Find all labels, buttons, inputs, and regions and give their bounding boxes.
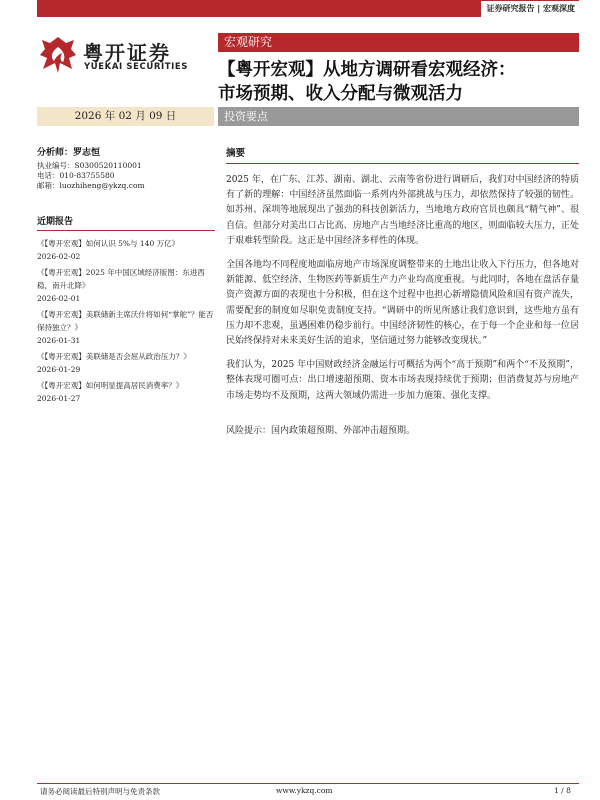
recent-report-item[interactable] (37, 237, 215, 263)
footer-divider (37, 783, 579, 784)
sidebar (37, 145, 215, 408)
recent-report-date: 2026-01-27 (37, 394, 81, 403)
recent-report-date: 2026-02-02 (37, 252, 81, 261)
recent-report-item[interactable] (37, 308, 215, 347)
recent-report-date: 2026-01-31 (37, 336, 81, 345)
recent-report-item[interactable] (37, 379, 215, 405)
header-bar (37, 0, 579, 17)
risk-warning: 风险提示：国内政策超预期、外部冲击超预期。 (226, 425, 416, 436)
section-tag: 宏观研究 (218, 33, 579, 52)
footer-website[interactable]: www.ykzq.com (276, 786, 333, 795)
recent-report-title: 《【粤开宏观】如何认识 5%与 140 万亿》 (37, 239, 180, 248)
analyst-phone: 电话：010-83755580 (37, 171, 115, 180)
recent-report-date: 2026-02-01 (37, 294, 81, 303)
recent-report-title: 《【粤开宏观】美联储是否会屈从政治压力？》 (37, 352, 191, 361)
report-type-label: 证券研究报告 | 宏观深度 (481, 1, 580, 17)
analyst-email[interactable]: 邮箱：luozhiheng@ykzq.com (37, 181, 145, 190)
recent-report-title: 《【粤开宏观】美联储新主席沃什将如何“掌舵”？能否保持独立？》 (37, 310, 214, 332)
recent-report-date: 2026-01-29 (37, 365, 81, 374)
title-line-1: 【粤开宏观】从地方调研看宏观经济： (218, 60, 516, 80)
abstract-paragraph: 全国各地均不同程度地面临房地产市场深度调整带来的土地出让收入下行压力，但各地对新能源、低空经济、生物医药等新质生产力产业均高度重视。与此同时，各地在盘活存量资产资源方面的表现也十分积极，但在这个过程中也担心新增隐债风险和国有资产流失，需要配套的制度如尽职免责制度支持。“调研中的所见所感让我们意识到，这些地方虽有压力却不悲观，虽遇困难仍稳步前行。中国经济韧性的核心，在于每一个企业和每一位居民始终保持对未来美好生活的追求，坚信通过努力能够改变现状。” (226, 260, 579, 347)
report-title (218, 58, 580, 106)
recent-report-title: 《【粤开宏观】2025 年中国区域经济版图：东进西稳，南升北降》 (37, 268, 205, 290)
page-number: 1 / 8 (554, 786, 571, 795)
abstract-heading: 摘要 (226, 145, 579, 164)
abstract-paragraph: 我们认为，2025 年中国财政经济金融运行可概括为两个“高于预期”和两个“不及预期”，整体表现可圈可点：出口增速超预期、资本市场表现持续优于预期；但消费复苏与房地产市场走势均不及预期，这两大领域仍需进一步加力施策、强化支撑。 (226, 360, 579, 401)
recent-report-item[interactable] (37, 350, 215, 376)
main-content (226, 145, 579, 439)
recent-report-item[interactable] (37, 266, 215, 305)
company-logo (38, 35, 208, 75)
logo-name-en: YUEKAI SECURITIES (84, 62, 189, 72)
invest-points-bar: 投资要点 (218, 107, 579, 126)
analyst-name: 分析师：罗志恒 (37, 148, 101, 158)
footer-disclaimer: 请务必阅读最后特别声明与免责条款 (40, 787, 160, 796)
recent-report-title: 《【粤开宏观】如何明显提高居民消费率？》 (37, 381, 184, 390)
logo-name-cn: 粤开证券 (83, 41, 171, 65)
title-line-2: 市场预期、收入分配与微观活力 (218, 84, 463, 104)
analyst-license: 执业编号：S0300520110001 (37, 161, 142, 170)
recent-reports-heading: 近期报告 (37, 214, 215, 231)
report-date: 2026 年 02 月 09 日 (37, 107, 214, 126)
abstract-paragraph: 2025 年，在广东、江苏、湖南、湖北、云南等省份进行调研后，我们对中国经济的特质有了新的理解：中国经济虽然面临一系列内外部挑战与压力，却依然保持了较强的韧性。如苏州、深圳等地展现出了强劲的科技创新活力，当地地方政府官员也颇具“精气神”、很自信。但部分对美出口占比高、房地产占当地经济比重高的地区，则面临较大压力，正处于艰难转型阶段。这正是中国经济多样性的体现。 (226, 175, 579, 246)
yuekai-logo-icon (38, 35, 78, 75)
